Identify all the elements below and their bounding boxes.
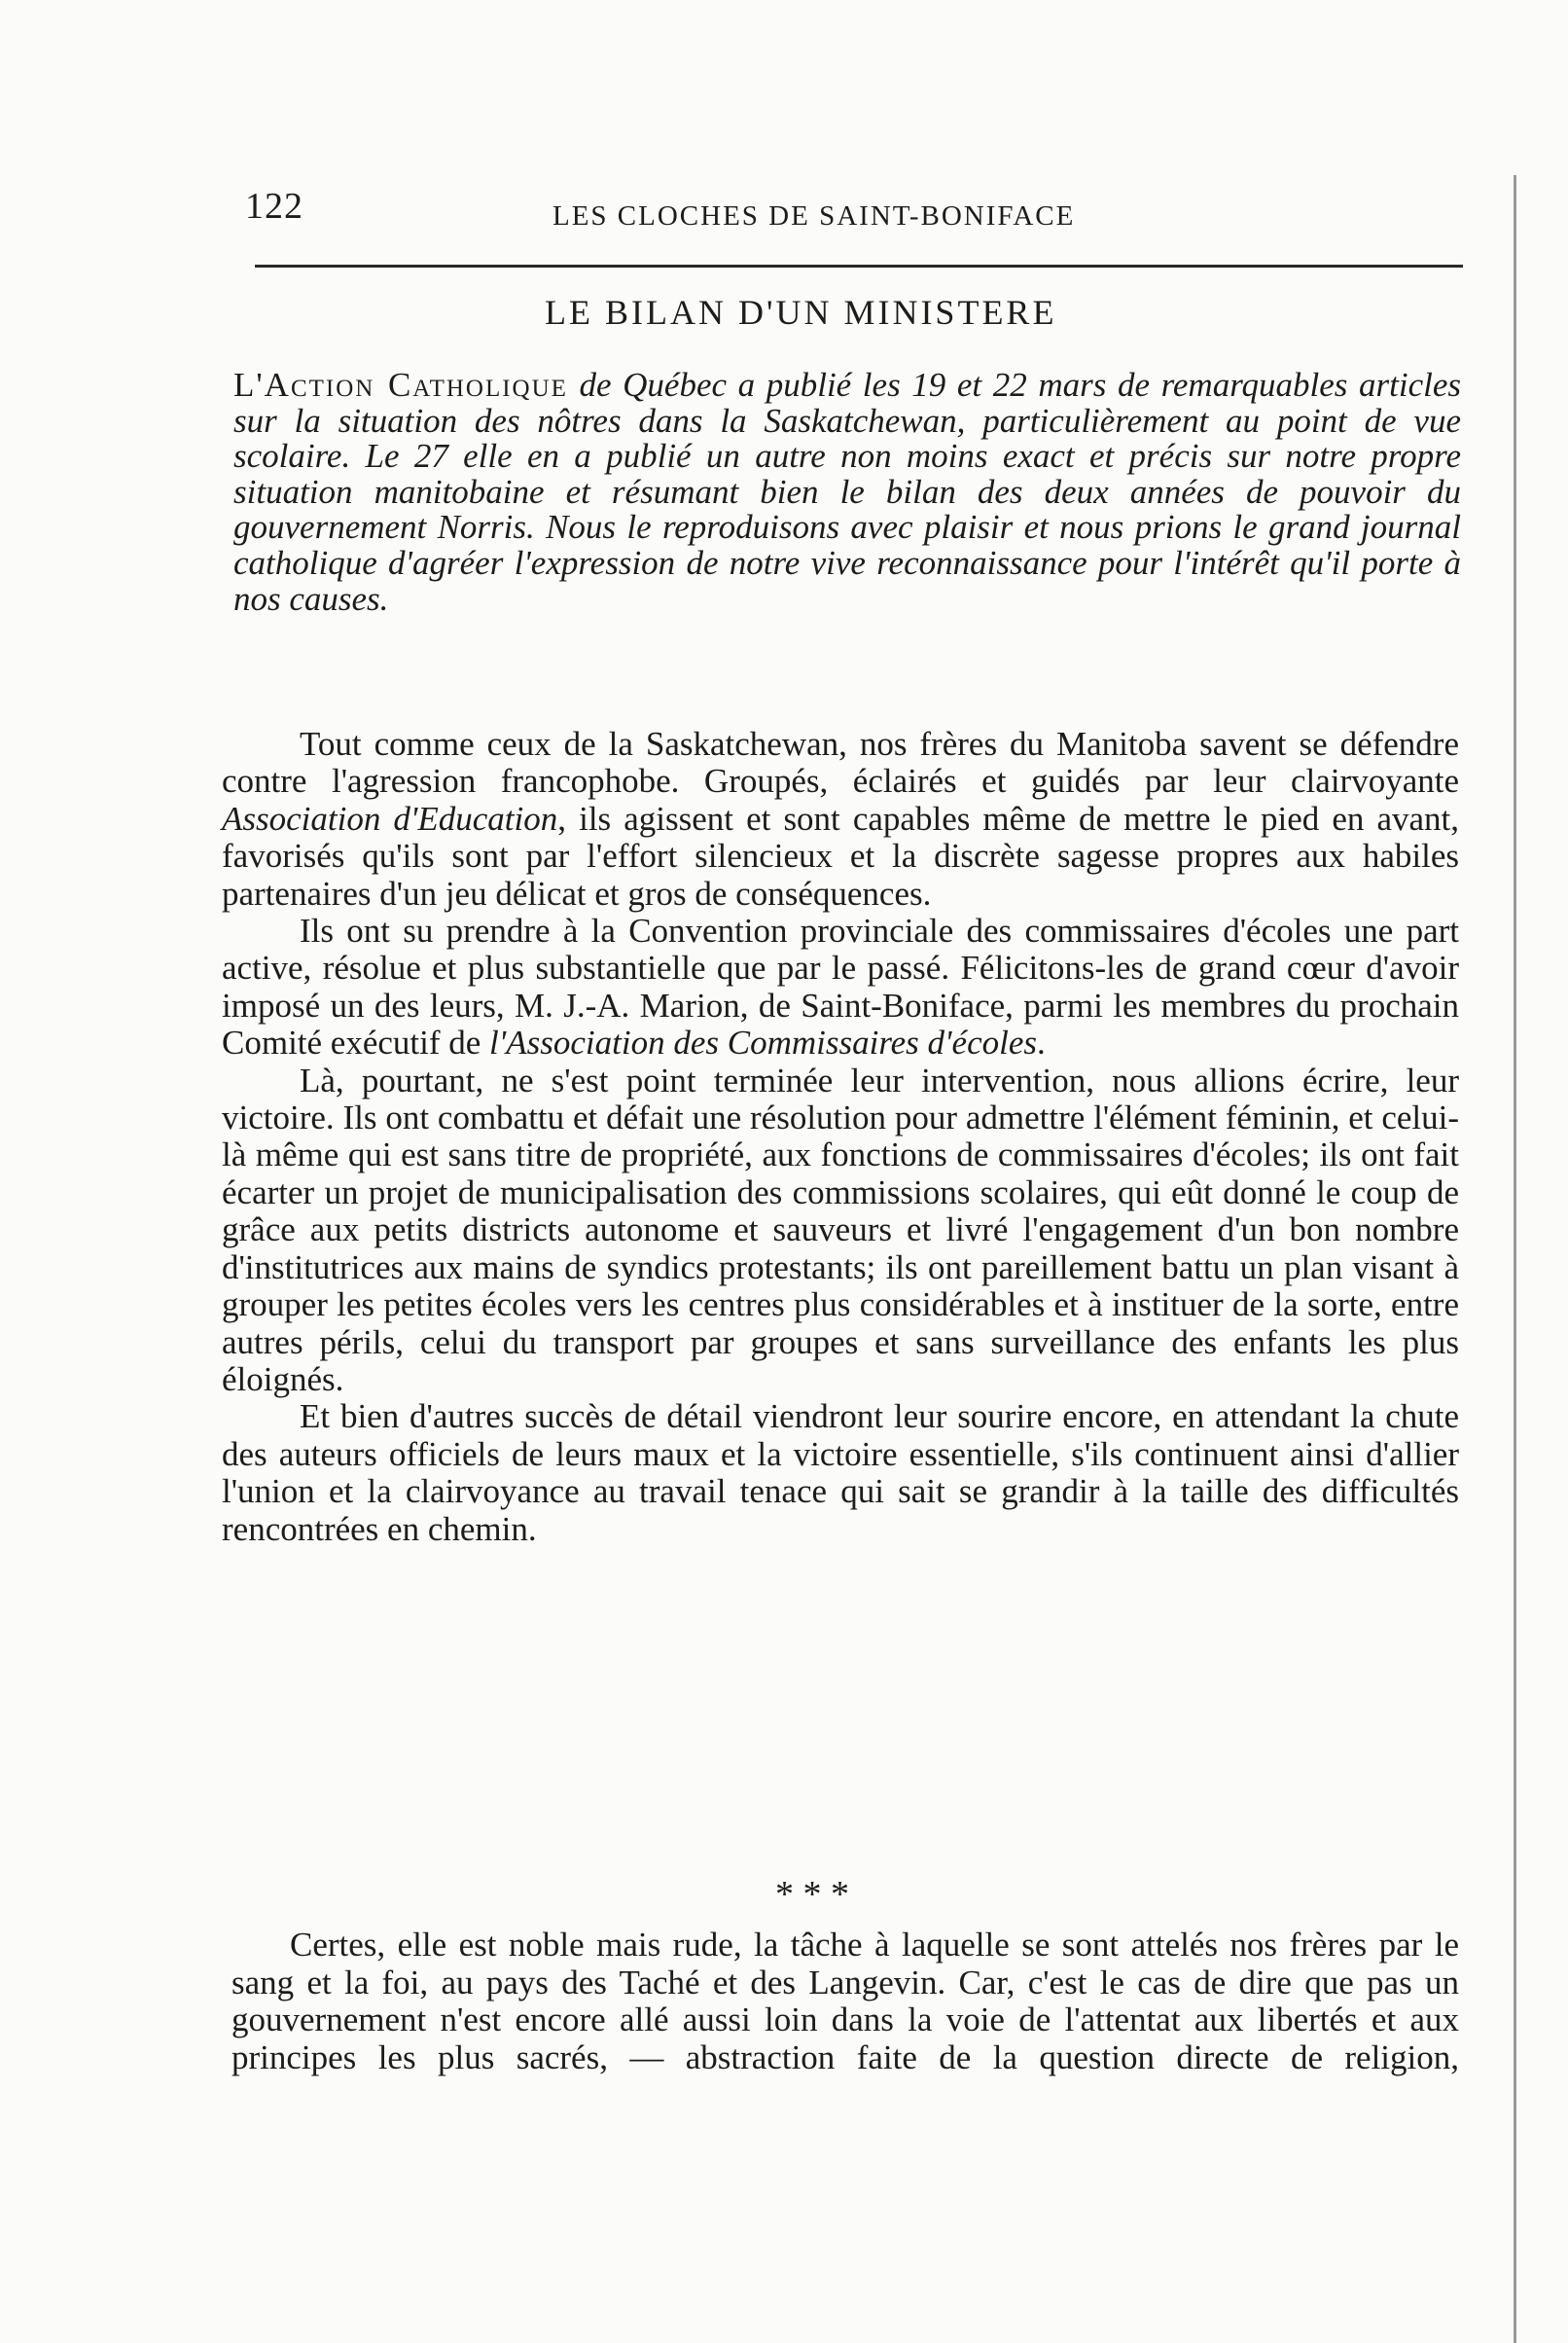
paragraph-3: Là, pourtant, ne s'est point terminée leur intervention, nous allions écrire, leur victoire. Ils ont combattu et défait une résolution pour admettre l'élément féminin, et celui-là même qui est sans titre de propriété, aux fonctions de commissaires d'écoles; ils ont fait écarter un projet de municipalisation des commissions scolaires, qui eût donné le coup de grâce aux petits districts autonome et sauveurs et livré l'engagement d'un bon nombre d'institutrices aux mains de syndics protestants; ils ont pareillement battu un plan visant à grouper les petites écoles vers les centres plus considérables et à instituer de la sorte, entre autres périls, celui du transport par groupes et sans surveillance des enfants les plus éloignés. (222, 1061, 1459, 1398)
article-title: LE BILAN D'UN MINISTERE (545, 293, 1057, 332)
paragraph-2-em: l'Association des Commissaires d'écoles (489, 1024, 1037, 1063)
article-intro (233, 368, 1461, 617)
page-number: 122 (245, 186, 303, 227)
paragraph-1-em: Association d'Education (222, 799, 558, 838)
paragraph-1 (222, 726, 1459, 913)
margin-rule (1514, 175, 1516, 2343)
paragraph-1-b: , ils agissent et sont capables même de mettre le pied en avant, favorisés qu'ils sont par l'effort silencieux et la discrète sagesse propres aux habiles partenaires d'un jeu délicat et gros de conséquences. (222, 799, 1459, 913)
intro-text: de Québec a publié les 19 et 22 mars de remarquables articles sur la situation des nôtres dans la Saskatchewan, particulièrement au point de vue scolaire. Le 27 elle en a publié un autre non moins exact et précis sur notre propre situation manitobaine et résumant bien le bilan des deux années de pouvoir du gouvernement Norris. Nous le reproduisons avec plaisir et nous prions le grand journal catholique d'agréer l'expression de notre vive reconnaissance pour l'intérêt qu'il porte à nos causes. (233, 366, 1461, 618)
paragraph-2 (222, 913, 1459, 1063)
header-rule (255, 265, 1463, 268)
running-head: LES CLOCHES DE SAINT-BONIFACE (552, 200, 1076, 232)
intro-source: L'Action Catholique (233, 366, 568, 404)
article-body (222, 726, 1459, 1548)
paragraph-2-a: Ils ont su prendre à la Convention provinciale des commissaires d'écoles une part active, résolue et plus substantielle que par le passé. Félicitons-les de grand cœur d'avoir imposé un des leurs, M. J.-A. Marion, de Saint-Boniface, parmi les membres du prochain Comité exécutif de (222, 912, 1459, 1063)
paragraph-1-a: Tout comme ceux de la Saskatchewan, nos frères du Manitoba savent se défendre contre l'agression francophobe. Groupés, éclairés et guidés par leur clairvoyante (222, 725, 1459, 801)
paragraph-2-b: . (1037, 1024, 1046, 1063)
paragraph-4: Et bien d'autres succès de détail viendront leur sourire encore, en attendant la chute des auteurs officiels de leurs maux et la victoire essentielle, s'ils continuent ainsi d'allier l'union et la clairvoyance au travail tenace qui sait se grandir à la taille des difficultés rencontrées en chemin. (222, 1397, 1459, 1548)
article-closing (232, 1927, 1459, 2076)
section-break: * * * (775, 1874, 849, 1915)
paragraph-5: Certes, elle est noble mais rude, la tâche à laquelle se sont attelés nos frères par le sang et la foi, au pays des Taché et des Langevin. Car, c'est le cas de dire que pas un gouvernement n'est encore allé aussi loin dans la voie de l'attentat aux libertés et aux principes les plus sacrés, — abstraction faite de la question directe de religion, (232, 1926, 1459, 2076)
